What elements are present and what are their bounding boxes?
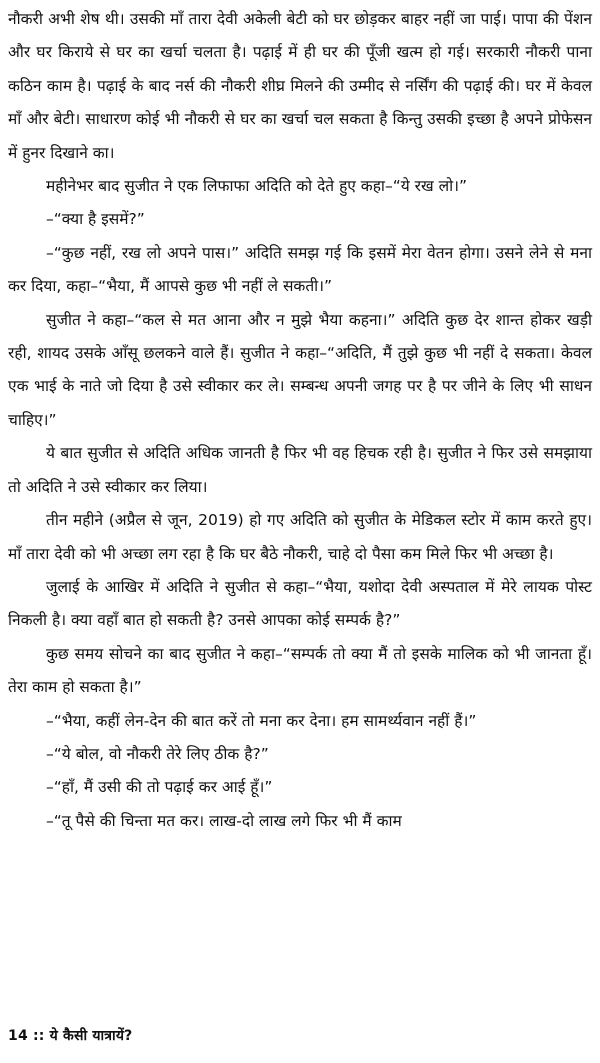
paragraph-2: महीनेभर बाद सुजीत ने एक लिफाफा अदिति को देते हुए कहा–“ये रख लो।” (46, 177, 468, 196)
paragraph-5: सुजीत ने कहा–“कल से मत आना और न मुझे भैया कहना।” अदिति कुछ देर शान्त होकर खड़ी रही, शायद उसके आँसू छलकने वाले हैं। सुजीत ने कहा–“अदिति, मैं तुझे कुछ भी नहीं दे सकता। केवल एक भाई के नाते जो दिया है उसे स्वीकार कर ले। सम्बन्ध अपनी जगह पर है पर जीने के लिए भी साधन चाहिए।” (8, 310, 592, 429)
paragraph-9: कुछ समय सोचने का बाद सुजीत ने कहा–“सम्पर्क तो क्या मैं तो इसके मालिक को भी जानता हूँ। तेरा काम हो सकता है।” (8, 644, 592, 697)
paragraph-10: –“भैया, कहीं लेन-देन की बात करें तो मना कर देना। हम सामर्थ्यवान नहीं हैं।” (46, 711, 477, 730)
paragraph-8: जुलाई के आखिर में अदिति ने सुजीत से कहा–“भैया, यशोदा देवी अस्पताल में मेरे लायक पोस्ट निकली है। क्या वहाँ बात हो सकती है? उनसे आपका कोई सम्पर्क है?” (8, 577, 592, 630)
paragraph-3: –“क्या है इसमें?” (46, 210, 145, 229)
paragraph-4: –“कुछ नहीं, रख लो अपने पास।” अदिति समझ गई कि इसमें मेरा वेतन होगा। उसने लेने से मना कर दिया, कहा–“भैया, मैं आपसे कुछ भी नहीं ले सकती।” (8, 243, 592, 296)
paragraph-7: तीन महीने (अप्रैल से जून, 2019) हो गए अदिति को सुजीत के मेडिकल स्टोर में काम करते हुए। माँ तारा देवी को भी अच्छा लग रहा है कि घर बैठे नौकरी, चाहे दो पैसा कम मिले फिर भी अच्छा है। (8, 511, 592, 563)
page-footer: 14 :: ये कैसी यात्रायें? (8, 1028, 133, 1044)
paragraph-6: ये बात सुजीत से अदिति अधिक जानती है फिर भी वह हिचक रही है। सुजीत ने फिर उसे समझाया तो अदिति ने उसे स्वीकार कर लिया। (8, 444, 592, 496)
page-body (8, 3, 592, 838)
paragraph-13: –“तू पैसे की चिन्ता मत कर। लाख-दो लाख लगे फिर भी मैं काम (46, 811, 402, 830)
paragraph-12: –“हाँ, मैं उसी की तो पढ़ाई कर आई हूँ।” (46, 778, 273, 797)
paragraph-1: नौकरी अभी शेष थी। उसकी माँ तारा देवी अकेली बेटी को घर छोड़कर बाहर नहीं जा पाई। पापा की पेंशन और घर किराये से घर का खर्चा चलता है। पढ़ाई में ही घर की पूँजी खत्म हो गई। सरकारी नौकरी पाना कठिन काम है। पढ़ाई के बाद नर्स की नौकरी शीघ्र मिलने की उम्मीद से नर्सिंग की पढ़ाई की। घर में केवल माँ और बेटी। साधारण कोई भी नौकरी से घर का खर्चा चल सकता है किन्तु उसकी इच्छा है अपने प्रोफेसन में हुनर दिखाने का। (8, 10, 592, 162)
paragraph-11: –“ये बोल, वो नौकरी तेरे लिए ठीक है?” (46, 744, 269, 763)
